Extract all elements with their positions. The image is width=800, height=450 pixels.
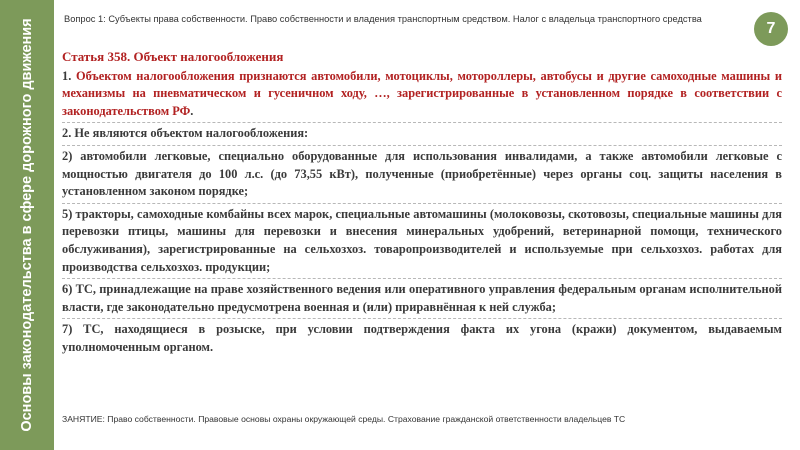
paragraph-5: 6) ТС, принадлежащие на праве хозяйственного ведения или оперативного управления федеральным органам исполнительной власти, где законодательно предусмотрена военная и (или) приравнённая к ней служба; [62, 282, 782, 314]
slide-number-badge: 7 [754, 12, 788, 46]
sidebar-title: Основы законодательства в сфере дорожного движения [19, 18, 35, 432]
separator [62, 318, 782, 319]
paragraph-1-highlight: Объектом налогообложения признаются автомобили, мотоциклы, мотороллеры, автобусы и другие самоходные машины и механизмы на пневматическом и гусеничном ходу, …, зарегистрированные в установленном порядке в соответствии с законодательством РФ [62, 68, 783, 118]
separator [62, 145, 782, 146]
header [64, 13, 744, 25]
paragraph-2: 2. Не являются объектом налогообложения: [62, 126, 309, 141]
paragraph-6: 7) ТС, находящиеся в розыске, при условии подтверждения факта их угона (кражи) документом, выдаваемым уполномоченным органом. [62, 322, 782, 354]
paragraph-1-number: 1. [62, 68, 76, 83]
article-content [62, 48, 782, 357]
separator [62, 278, 782, 279]
footer-lesson: ЗАНЯТИЕ: Право собственности. Правовые основы охраны окружающей среды. Страхование гражданской ответственности владельцев ТС [62, 414, 626, 424]
paragraph-3: 2) автомобили легковые, специально оборудованные для использования инвалидами, а также автомобили легковые с мощностью двигателя до 100 л.с. (до 73,55 кВт), полученные (приобретённые) через органы соц. защиты населения в установленном законом порядке; [62, 148, 782, 199]
paragraph-1-end: . [190, 103, 194, 118]
paragraph-1 [62, 68, 782, 121]
separator [62, 122, 782, 123]
article-title: Статья 358. Объект налогообложения [62, 49, 284, 64]
separator [62, 203, 782, 204]
question-title: Вопрос 1: Субъекты права собственности. Право собственности и владения транспортным средством. Налог с владельца транспортного средства [64, 14, 702, 24]
paragraph-4: 5) тракторы, самоходные комбайны всех марок, специальные автомашины (молоковозы, скотовозы, специальные машины для перевозки птицы, машины для перевозки и внесения минеральных удобрений, ветеринарной помощи, технического обслуживания), зарегистрированные на сельхозхоз. товаропроизводителей и используемые при сельхозхоз. работах для производства сельхозхоз. продукции; [62, 206, 782, 274]
sidebar [0, 0, 54, 450]
